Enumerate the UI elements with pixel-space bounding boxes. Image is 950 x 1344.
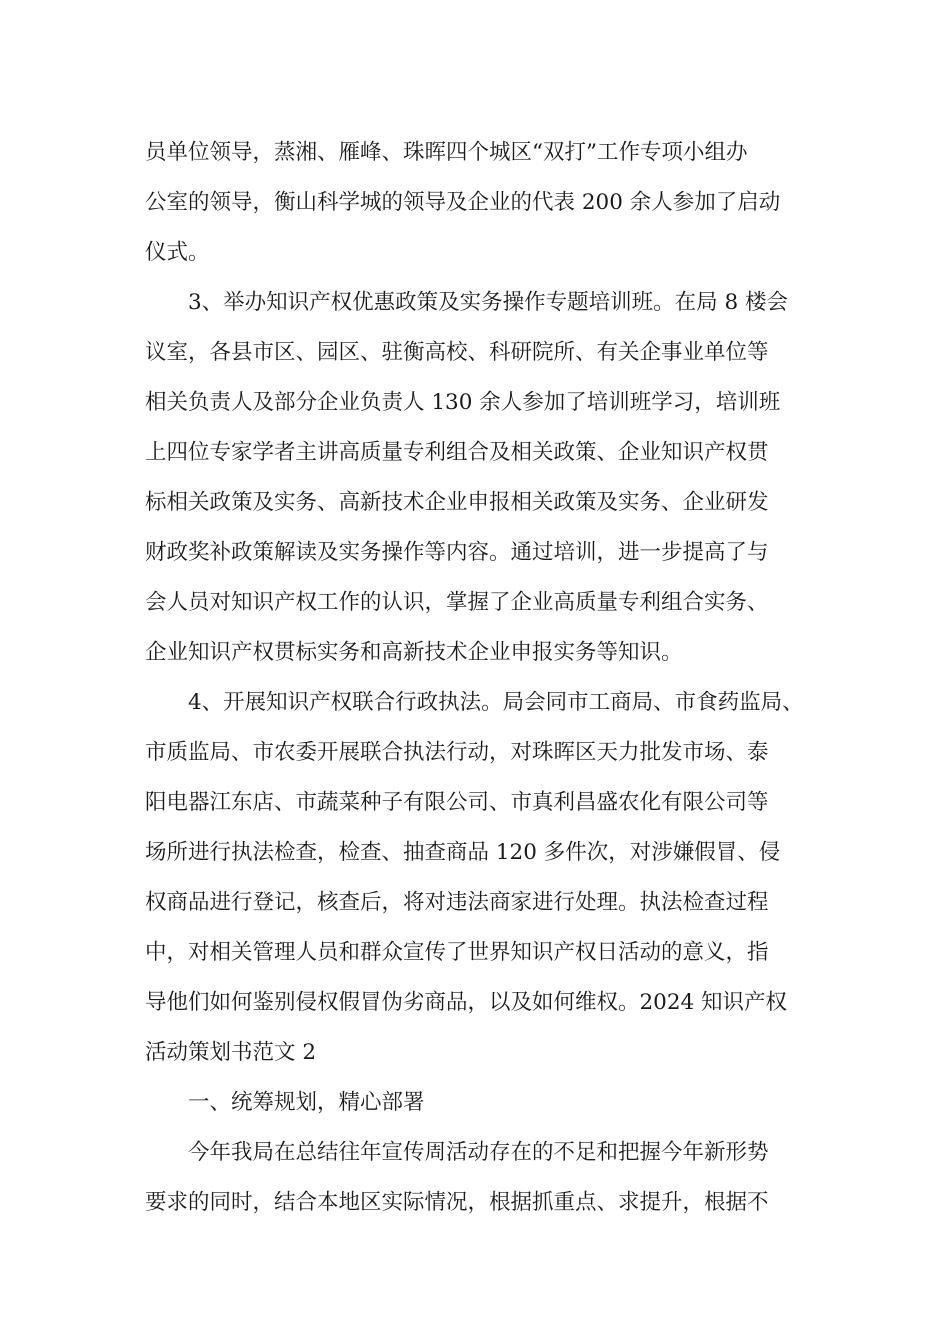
- paragraph-line: 中，对相关管理人员和群众宣传了世界知识产权日活动的意义，指: [145, 940, 769, 965]
- paragraph-line: 要求的同时，结合本地区实际情况，根据抓重点、求提升，根据不: [145, 1190, 769, 1215]
- paragraph-line: 会人员对知识产权工作的认识，掌握了企业高质量专利组合实务、: [145, 590, 769, 615]
- paragraph-line: 今年我局在总结往年宣传周活动存在的不足和把握今年新形势: [188, 1140, 769, 1165]
- paragraph-line: 员单位领导，蒸湘、雁峰、珠晖四个城区“双打”工作专项小组办: [145, 140, 748, 165]
- paragraph-line: 上四位专家学者主讲高质量专利组合及相关政策、企业知识产权贯: [145, 440, 769, 465]
- paragraph-line: 财政奖补政策解读及实务操作等内容。通过培训，进一步提高了与: [145, 540, 769, 565]
- paragraph-line: 阳电器江东店、市蔬菜种子有限公司、市真利昌盛农化有限公司等: [145, 790, 769, 815]
- paragraph-line: 权商品进行登记，核查后，将对违法商家进行处理。执法检查过程: [145, 890, 769, 915]
- paragraph-line: 标相关政策及实务、高新技术企业申报相关政策及实务、企业研发: [145, 490, 769, 515]
- paragraph-line: 3、举办知识产权优惠政策及实务操作专题培训班。在局 8 楼会: [188, 290, 789, 315]
- section-heading: 一、统筹规划，精心部署: [188, 1090, 425, 1115]
- paragraph-line: 活动策划书范文 2: [145, 1040, 317, 1065]
- paragraph-line: 4、开展知识产权联合行政执法。局会同市工商局、市食药监局、: [188, 690, 804, 715]
- paragraph-line: 市质监局、市农委开展联合执法行动，对珠晖区天力批发市场、泰: [145, 740, 769, 765]
- paragraph-line: 导他们如何鉴别侵权假冒伪劣商品，以及如何维权。2024 知识产权: [145, 990, 788, 1015]
- paragraph-line: 场所进行执法检查，检查、抽查商品 120 多件次，对涉嫌假冒、侵: [145, 840, 781, 865]
- paragraph-line: 公室的领导，衡山科学城的领导及企业的代表 200 余人参加了启动: [145, 190, 781, 215]
- paragraph-line: 相关负责人及部分企业负责人 130 余人参加了培训班学习，培训班: [145, 390, 781, 415]
- paragraph-line: 议室，各县市区、园区、驻衡高校、科研院所、有关企事业单位等: [145, 340, 769, 365]
- paragraph-line: 仪式。: [145, 240, 210, 265]
- paragraph-line: 企业知识产权贯标实务和高新技术企业申报实务等知识。: [145, 640, 683, 665]
